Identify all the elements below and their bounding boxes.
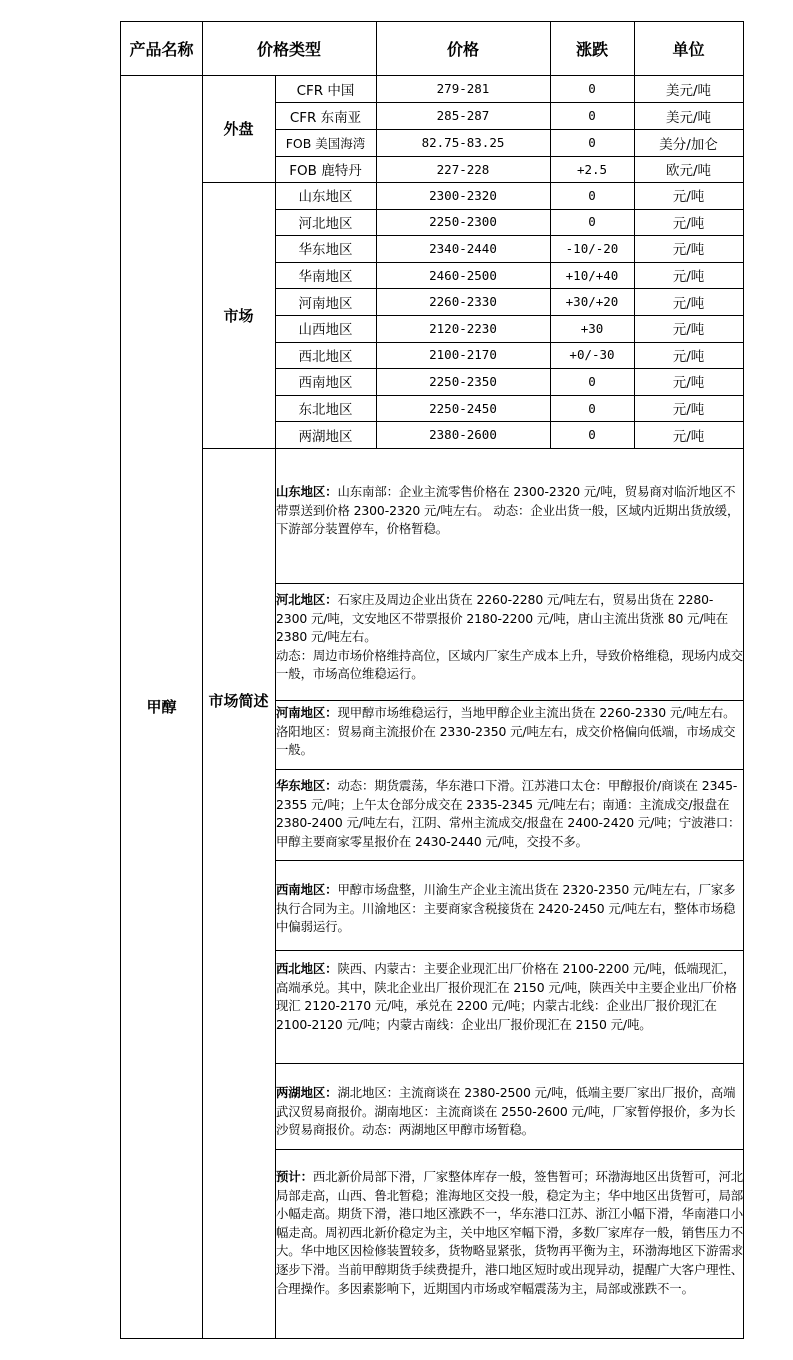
market-row-unit: 元/吨: [672, 215, 705, 232]
grid-line: [275, 395, 743, 396]
market-row-unit: 元/吨: [672, 242, 705, 259]
outer-row-unit: 美元/吨: [665, 109, 712, 126]
market-row-name: 西南地区: [298, 375, 353, 392]
market-row-name: 山西地区: [298, 322, 353, 339]
summary-text: 甲醇市场盘整，川渝生产企业主流出货在 2320-2350 元/吨左右，厂家多执行合同为主。川渝地区：主要商家含税接货在 2420-2450 元/吨左右，整体市场稳中偏弱运行。: [276, 882, 736, 935]
grid-line: [275, 209, 743, 210]
market-row-unit: 元/吨: [672, 189, 705, 206]
summary-shandong: [275, 482, 745, 584]
market-row-change: +30/+20: [565, 294, 619, 310]
summary-label: 西北地区：: [276, 961, 338, 976]
outer-row-price: 285-287: [436, 108, 490, 123]
market-row-price: 2120-2230: [429, 320, 497, 336]
market-row-price: 2100-2170: [429, 347, 497, 363]
market-row-change: -10/-20: [565, 240, 619, 256]
market-row-change: 0: [588, 373, 596, 389]
grid-line: [275, 235, 743, 236]
group-market: 市场: [223, 306, 254, 325]
summary-text: 动态：期货震荡，华东港口下滑。江苏港口太仓：甲醇报价/商谈在 2345-2355 元/吨；上午太仓部分成交在 2335-2345 元/吨左右；南通：主流成交/报盘在 2380-2400 元/吨左右，江阴、常州主流成交/报盘在 2400-2420 元/吨；宁波港口：甲醇主要商家零星报价在 2430-2440 元/吨，交投不多。: [276, 778, 741, 849]
summary-lianghu: [275, 1083, 745, 1145]
summary-xinan: [275, 880, 745, 942]
grid-line: [275, 342, 743, 343]
market-row-unit: 元/吨: [672, 428, 705, 445]
header-price: 价格: [446, 40, 479, 59]
grid-line: [376, 22, 377, 75]
grid-line: [121, 75, 743, 76]
summary-text-2: 动态：周边市场价格维持高位，区域内厂家生产成本上升，导致价格维稳，现场内成交一般，市场高位维稳运行。: [276, 647, 744, 682]
grid-line: [275, 262, 743, 263]
summary-huadong: [275, 776, 745, 858]
header-change: 涨跌: [575, 40, 608, 59]
market-row-price: 2250-2350: [429, 373, 497, 389]
product-name: 甲醇: [146, 698, 177, 716]
summary-text: 陕西、内蒙古：主要企业现汇出厂价格在 2100-2200 元/吨，低端现汇，高端承兑。其中，陕北企业出厂报价现汇在 2150 元/吨，陕西关中主要企业出厂价格现汇 2120-2170 元/吨，承兑在 2200 元/吨；内蒙古北线：企业出厂报价现汇在 2100-2120 元/吨；内蒙古南线：企业出厂报价现汇在 2150 元/吨。: [276, 961, 737, 1032]
outer-row-price: 279-281: [436, 81, 490, 96]
grid-line: [275, 421, 743, 422]
summary-label: 预计：: [276, 1169, 313, 1184]
market-row-change: +30: [580, 320, 604, 336]
header-unit: 单位: [672, 40, 705, 59]
summary-label: 两湖地区：: [276, 1085, 338, 1100]
market-row-change: 0: [588, 427, 596, 443]
grid-line: [550, 22, 551, 75]
summary-text: 湖北地区：主流商谈在 2380-2500 元/吨，低端主要厂家出厂报价，高端武汉贸易商报价。湖南地区：主流商谈在 2550-2600 元/吨，厂家暂停报价，多为长沙贸易商报价。动态：两湖地区甲醇市场暂稳。: [276, 1085, 736, 1138]
outer-row-name: CFR 东南亚: [289, 109, 362, 126]
market-row-unit: 元/吨: [672, 322, 705, 339]
outer-row-price: 227-228: [436, 161, 490, 177]
grid-line: [275, 1149, 743, 1150]
outer-row-name: FOB 鹿特丹: [289, 163, 362, 179]
market-row-price: 2340-2440: [429, 240, 497, 256]
grid-line: [634, 22, 635, 75]
group-outer: 外盘: [223, 120, 254, 138]
market-row-unit: 元/吨: [672, 348, 705, 365]
grid-line: [275, 102, 743, 103]
summary-label: 华东地区：: [276, 778, 338, 793]
summary-label: 西南地区：: [276, 882, 338, 897]
market-row-price: 2260-2330: [429, 294, 497, 310]
summary-henan: [275, 703, 745, 765]
grid-line: [275, 288, 743, 289]
grid-line: [275, 769, 743, 770]
market-row-unit: 元/吨: [672, 375, 705, 392]
grid-line: [275, 129, 743, 130]
grid-line: [275, 700, 743, 701]
summary-text: 现甲醇市场维稳运行，当地甲醇企业主流出货在 2260-2330 元/吨左右。洛阳地区：贸易商主流报价在 2330-2350 元/吨左右，成交价格偏向低端，市场成交一般。: [276, 705, 736, 758]
grid-line: [275, 368, 743, 369]
header-price-type: 价格类型: [256, 40, 321, 59]
market-row-name: 河南地区: [298, 295, 353, 312]
summary-text: 山东南部：企业主流零售价格在 2300-2320 元/吨，贸易商对临沂地区不带票送到价格 2300-2320 元/吨左右。 动态：企业出货一般，区域内近期出货放缓，下游部分装置停车，价格暂稳。: [276, 484, 740, 537]
market-row-change: +10/+40: [565, 267, 619, 283]
summary-xibei: [275, 959, 745, 1059]
price-table: [120, 21, 744, 1339]
summary-label: 河北地区：: [276, 592, 338, 607]
market-row-change: +0/-30: [569, 347, 615, 363]
market-row-name: 河北地区: [298, 215, 353, 232]
grid-line: [202, 448, 743, 449]
grid-line: [275, 1063, 743, 1064]
summary-text: 石家庄及周边企业出货在 2260-2280 元/吨左右，贸易出货在 2280-2300 元/吨，文安地区不带票报价 2180-2200 元/吨，唐山主流出货涨 80 元/吨在 2380 元/吨左右。: [276, 592, 729, 645]
grid-line: [202, 182, 743, 183]
market-row-change: 0: [588, 400, 596, 416]
market-row-price: 2250-2450: [429, 400, 497, 416]
outer-row-change: 0: [588, 81, 596, 96]
grid-line: [202, 22, 203, 1338]
outer-row-change: 0: [588, 135, 596, 150]
summary-hebei: [275, 590, 745, 700]
market-row-unit: 元/吨: [672, 295, 705, 312]
market-row-price: 2300-2320: [429, 187, 497, 203]
summary-label: 山东地区：: [276, 484, 338, 499]
market-row-name: 华东地区: [298, 242, 353, 259]
outer-row-name: FOB 美国海湾: [285, 135, 366, 151]
outer-row-change: 0: [588, 108, 596, 123]
header-product: 产品名称: [129, 40, 194, 59]
market-row-price: 2380-2600: [429, 427, 497, 443]
market-row-change: 0: [588, 187, 596, 203]
grid-line: [275, 950, 743, 951]
outer-row-price: 82.75-83.25: [421, 135, 505, 150]
grid-line: [275, 315, 743, 316]
group-summary: 市场简述: [208, 691, 269, 710]
market-row-name: 西北地区: [298, 348, 353, 365]
grid-line: [275, 583, 743, 584]
market-row-name: 华南地区: [298, 269, 353, 286]
summary-forecast: [275, 1167, 745, 1339]
market-row-unit: 元/吨: [672, 269, 705, 286]
grid-line: [275, 156, 743, 157]
outer-row-name: CFR 中国: [296, 82, 355, 99]
outer-row-unit: 欧元/吨: [665, 163, 712, 179]
summary-text: 西北新价局部下滑，厂家整体库存一般，签售暂可；环渤海地区出货暂可，河北局部走高，山西、鲁北暂稳；淮海地区交投一般，稳定为主；华中地区出货暂可，局部小幅走高。期货下滑，港口地区涨跌不一，华东港口江苏、浙江小幅下滑，华南港口小幅走高。周初西北新价稳定为主，关中地区窄幅下滑，多数厂家库存一般，销售压力不大。华中地区因检修装置较多，货物略显紧张，货物再平衡为主，环渤海地区下游需求逐步下滑。当前甲醇期货手续费提升，港口地区短时或出现异动，提醒广大客户理性、合理操作。多因素影响下，近期国内市场或窄幅震荡为主，局部或涨跌不一。: [276, 1169, 744, 1296]
market-row-name: 两湖地区: [298, 428, 353, 445]
market-row-price: 2250-2300: [429, 214, 497, 230]
market-row-name: 山东地区: [298, 189, 353, 206]
market-row-name: 东北地区: [298, 402, 353, 419]
market-row-price: 2460-2500: [429, 267, 497, 283]
outer-row-change: +2.5: [576, 161, 608, 177]
market-row-unit: 元/吨: [672, 402, 705, 419]
summary-label: 河南地区：: [276, 705, 338, 720]
outer-row-unit: 美分/加仑: [659, 136, 718, 153]
market-row-change: 0: [588, 214, 596, 230]
grid-line: [275, 860, 743, 861]
outer-row-unit: 美元/吨: [665, 82, 712, 99]
